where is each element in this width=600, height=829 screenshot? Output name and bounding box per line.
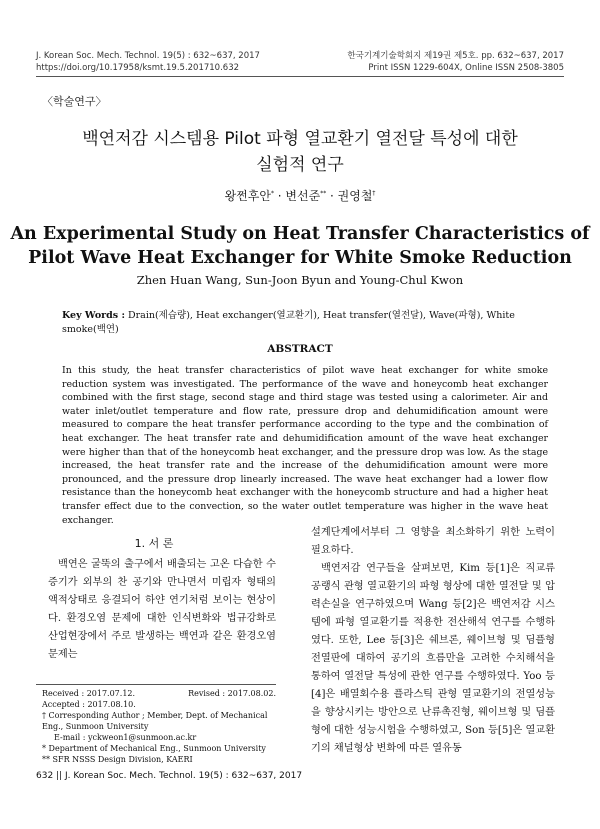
- english-title-line2: Pilot Wave Heat Exchanger for White Smoke Reduction: [28, 248, 572, 268]
- journal-header-left: [36, 50, 260, 74]
- right-column-body: [311, 524, 555, 758]
- corresponding-author: † Corresponding Author ; Member, Dept. of Mechanical Eng., Sunmoon University: [42, 711, 268, 731]
- english-title-line1: An Experimental Study on Heat Transfer Characteristics of: [10, 224, 590, 244]
- received-date: Received : 2017.07.12.: [42, 689, 136, 698]
- english-title: [0, 222, 600, 270]
- abstract-body: In this study, the heat transfer characteristics of pilot wave heat exchanger for white smoke reduction system was investigated. The performance of the wave and honeycomb heat exchanger combined with the first stage, second stage and third stage was tested using a calorimeter. Air and water inlet/outlet temperature and flow rate, pressure drop and dehumidification amount were measured to compare the heat transfer performance according to the type and the combination of heat exchanger. The heat transfer rate and dehumidification amount of the wave heat exchanger were higher than that of the honeycomb heat exchanger, and the pressure drop was low. As the stage increased, the heat transfer rate and the increase of the dehumidification amount were more pronounced, and the pressure drop linearly increased. The wave heat exchanger had a lower flow resistance than the honeycomb heat exchanger with the honeycomb structure and had a higher heat transfer effect due to the convection, so the water outlet temperature was higher in the wave heat exchanger.: [62, 365, 548, 526]
- korean-authors: [0, 187, 600, 204]
- intro-paragraph: 백연은 굴뚝의 출구에서 배출되는 고온 다습한 수증기가 외부의 찬 공기와 만나면서 미립자 형태의 액적상태로 응결되어 하얀 연기처럼 보이는 현상이다. 환경오염 문제에 대한 인식변화와 법규강화로 산업현장에서 주로 발생하는 백연과 같은 환경오염 문제는: [48, 559, 276, 660]
- keywords: [62, 307, 542, 335]
- left-column-body: [48, 556, 276, 664]
- footnote-divider: [36, 684, 276, 685]
- section-heading: 1. 서 론: [134, 537, 174, 550]
- revised-date: Revised : 2017.08.02.: [188, 689, 276, 698]
- author-3: · 권영철: [330, 189, 373, 203]
- keywords-label: Key Words :: [62, 310, 125, 321]
- doi-link[interactable]: https://doi.org/10.17958/ksmt.19.5.201710.632: [36, 63, 240, 73]
- footnotes: [42, 688, 276, 765]
- article-category: 〈학술연구〉: [42, 95, 107, 108]
- author-1-mark: *: [270, 190, 274, 197]
- keywords-list: Drain(제습량), Heat exchanger(열교환기), Heat transfer(열전달), Wave(파형), White smoke(백연): [62, 310, 515, 335]
- right-paragraph-1: 설계단계에서부터 그 영향을 최소화하기 위한 노력이 필요하다.: [311, 527, 555, 556]
- korean-title-line1: 백연저감 시스템용 Pilot 파형 열교환기 열전달 특성에 대한: [82, 129, 518, 149]
- affiliation-1: * Department of Mechanical Eng., Sunmoon University: [42, 744, 266, 753]
- affiliation-2: ** SFR NSSS Design Division, KAERI: [42, 755, 193, 764]
- accepted-date: Accepted : 2017.08.10.: [42, 700, 136, 709]
- korean-title-line2: 실험적 연구: [256, 155, 344, 175]
- dates-row: [42, 688, 276, 699]
- right-paragraph-2: 백연저감 연구들을 살펴보면, Kim 등[1]은 직교류 공랭식 관형 열교환기의 파형 형상에 대한 열전달 및 압력손실을 연구하였으며 Wang 등[2]은 백연저감 시스템에 파형 열교환기를 적용한 전산해석 연구를 수행하였다. 또한, Lee 등[3]은 쉐브론, 웨이브형 및 딤플형 전열판에 대하여 공기의 흐름만을 고려한 수치해석을 통하여 열전달 특성에 관한 연구를 수행하였다. Yoo 등[4]은 배열회수용 플라스틱 관형 열교환기의 전열성능을 향상시키는 방안으로 난류촉진형, 웨이브형 및 딤플형에 대한 성능시험을 수행하였고, Son 등[5]은 열교환기의 채널형상 변화에 따른 열유동: [311, 563, 555, 754]
- page-footer: 632 || J. Korean Soc. Mech. Technol. 19(5) : 632~637, 2017: [36, 771, 303, 781]
- journal-header-right: [347, 50, 564, 74]
- journal-citation-korean: 한국기계기술학회지 제19권 제5호. pp. 632~637, 2017: [347, 51, 564, 61]
- abstract-heading: ABSTRACT: [267, 343, 333, 355]
- email: E-mail : yckweon1@sunmoon.ac.kr: [54, 733, 197, 742]
- author-2: · 변선준: [277, 189, 321, 203]
- korean-title: [0, 126, 600, 178]
- english-authors: Zhen Huan Wang, Sun-Joon Byun and Young-Chul Kwon: [136, 273, 464, 287]
- journal-citation: J. Korean Soc. Mech. Technol. 19(5) : 632~637, 2017: [36, 51, 260, 61]
- issn-info: Print ISSN 1229-604X, Online ISSN 2508-3805: [368, 63, 564, 73]
- header-divider: [36, 76, 564, 77]
- author-3-mark: †: [372, 190, 376, 197]
- author-1: 왕쩐후안: [224, 189, 271, 203]
- author-2-mark: **: [320, 190, 327, 197]
